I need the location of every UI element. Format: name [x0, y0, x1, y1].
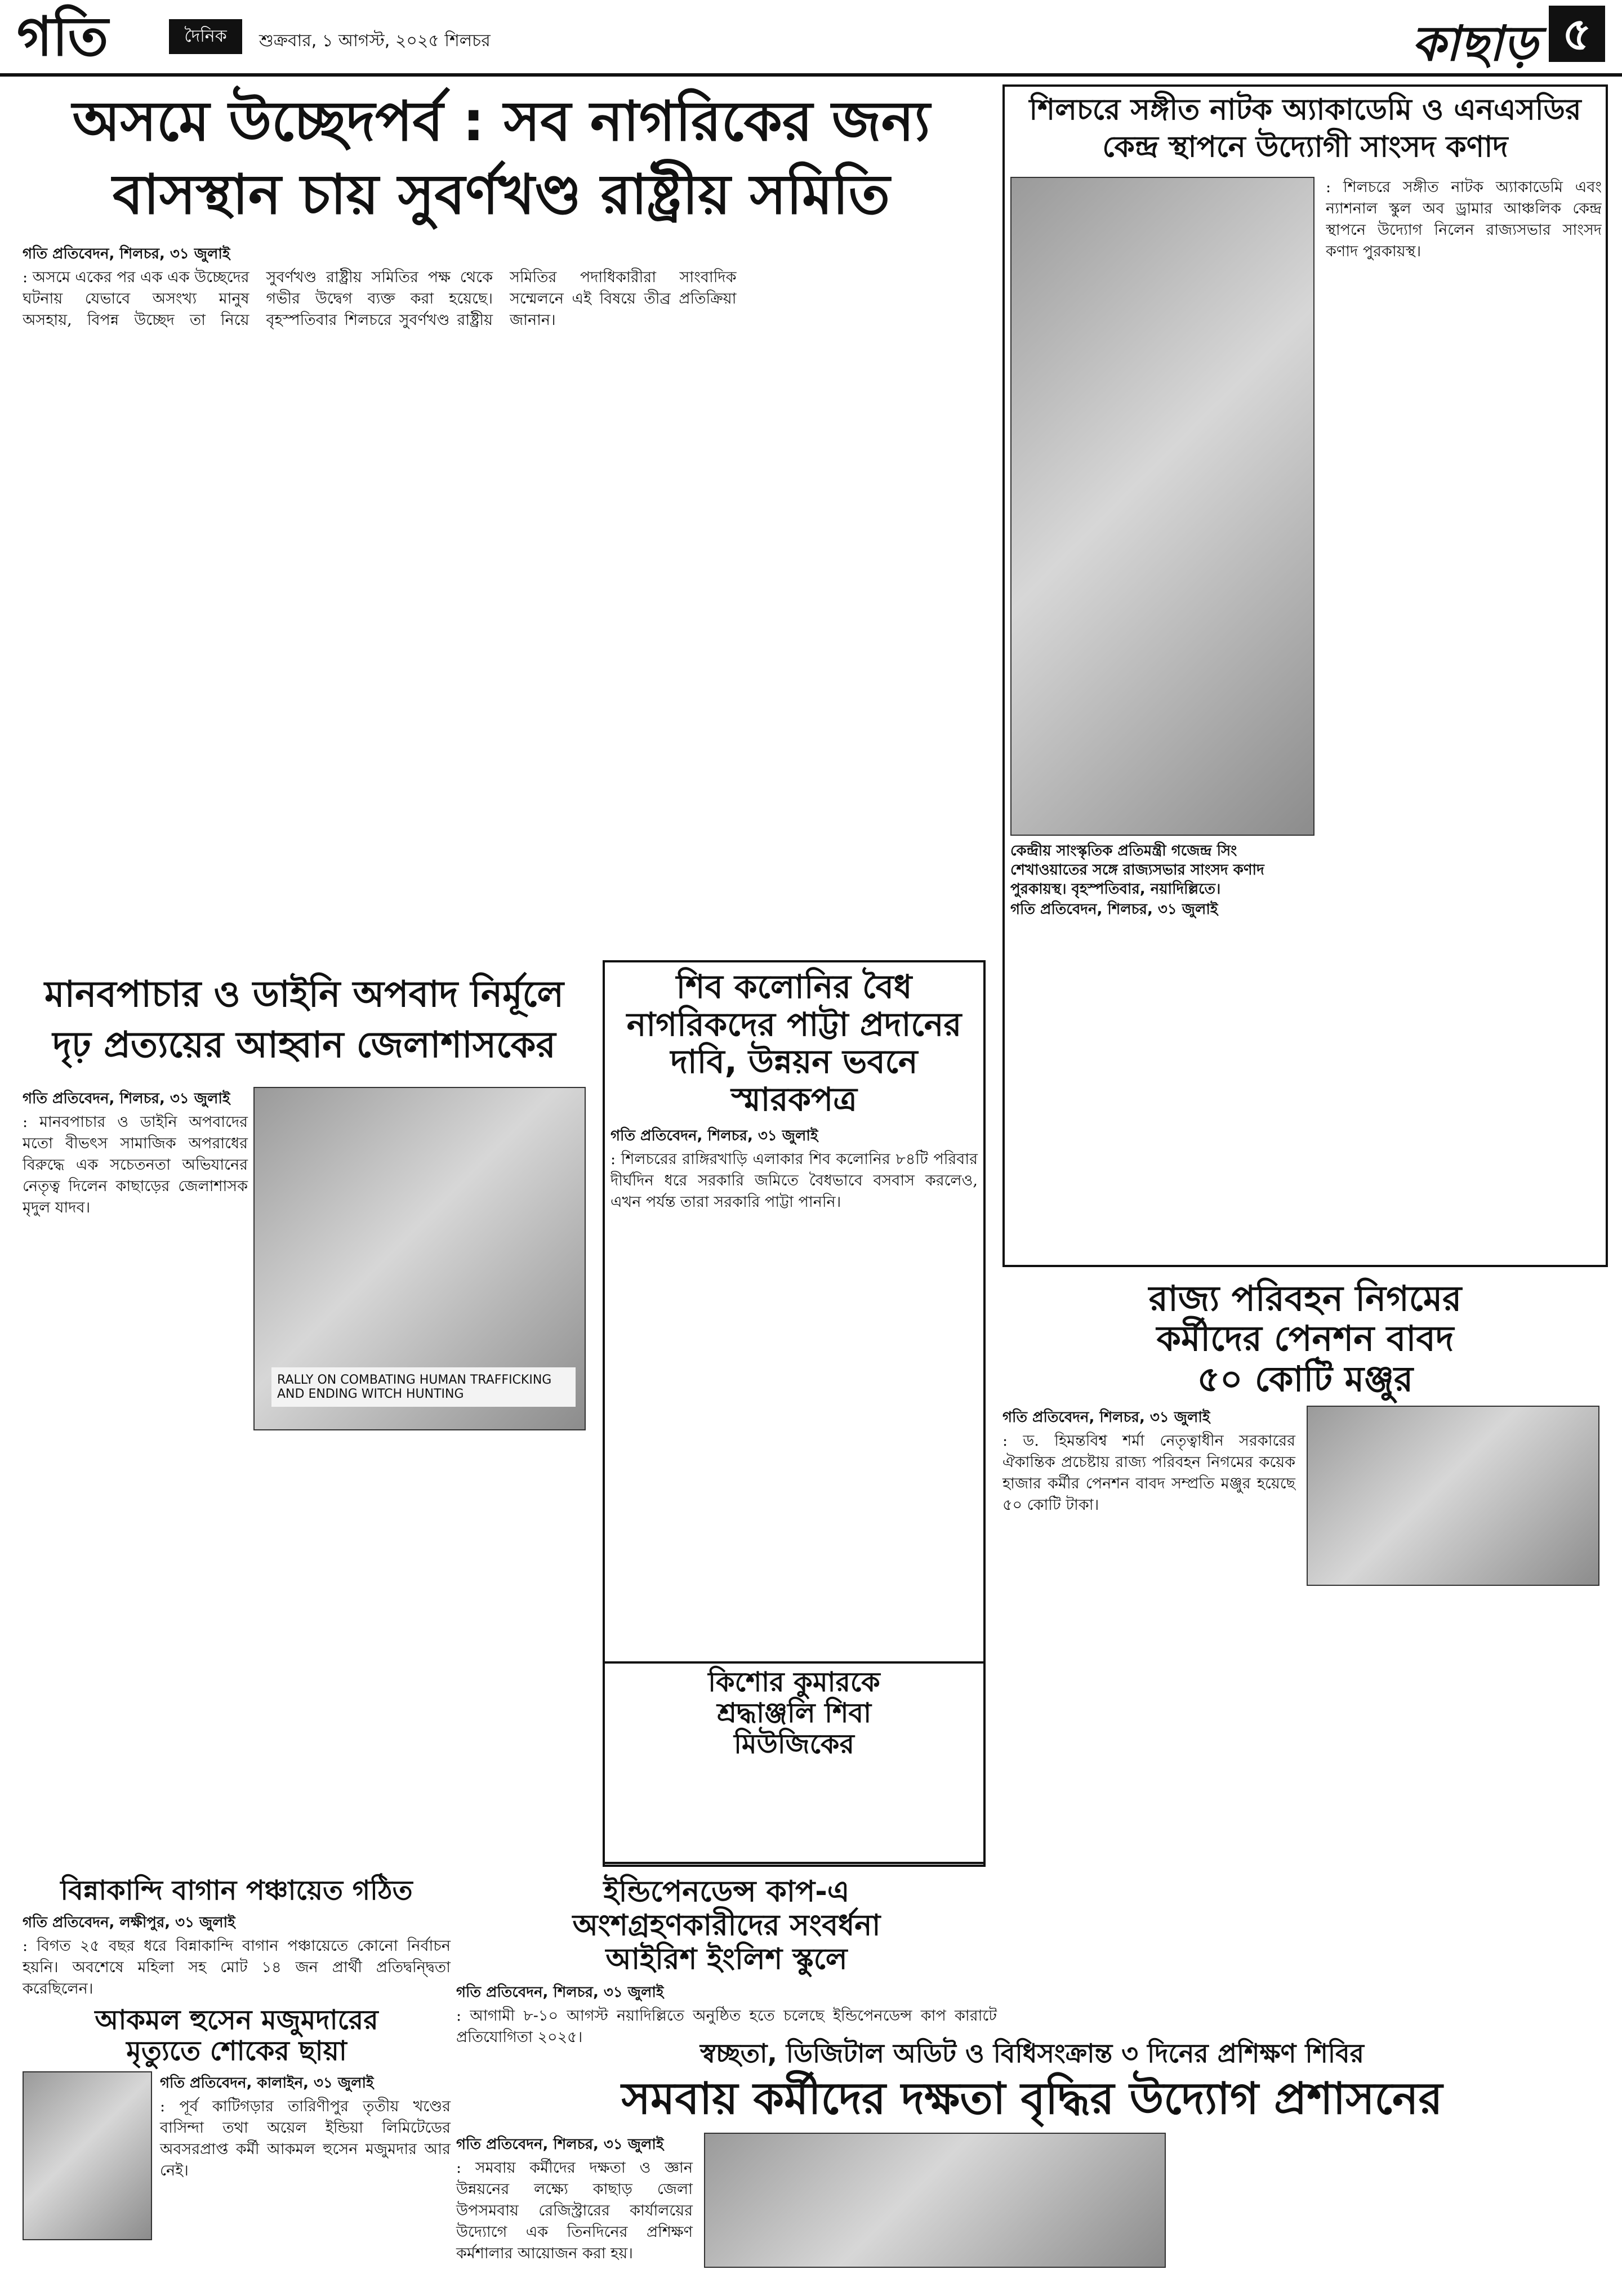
byline: গতি প্রতিবেদন, শিলচর, ৩১ জুলাই [456, 1984, 664, 2001]
headline-transport-2: কর্মীদের পেনশন বাবদ [1156, 1318, 1454, 1359]
headline-cooperative: সমবায় কর্মীদের দক্ষতা বৃদ্ধির উদ্যোগ প্রশাসনের [621, 2073, 1443, 2124]
issue-date: শুক্রবার, ১ আগস্ট, ২০২৫ শিলচর [259, 31, 491, 51]
headline-academy-2: কেন্দ্র স্থাপনে উদ্যোগী সাংসদ কণাদ [1102, 130, 1508, 164]
masthead [0, 0, 1622, 77]
article-body: : আগামী ৮-১০ আগস্ট নয়াদিল্লিতে অনুষ্ঠিত হতে চলেছে ইন্ডিপেনডেন্স কাপ কারাটে প্রতিযোগিতা ২০২৫। [456, 2007, 997, 2047]
headline-kishore-3: মিউজিকের [734, 1728, 854, 1760]
article-kishore [603, 1661, 986, 1864]
byline: গতি প্রতিবেদন, শিলচর, ৩১ জুলাই [1010, 901, 1218, 918]
headline-kishore-2: শ্রদ্ধাঞ্জলি শিবা [716, 1697, 871, 1729]
article-academy [1002, 84, 1608, 1267]
byline: গতি প্রতিবেদন, শিলচর, ৩১ জুলাই [456, 2135, 664, 2153]
headline-binnakandi: বিন্নাকান্দি বাগান পঞ্চায়েত গঠিত [60, 1875, 413, 1906]
photo-rally [253, 1087, 586, 1430]
article-karate [456, 1875, 997, 2048]
kicker-cooperative: স্বচ্ছতা, ডিজিটাল অডিট ও বিধিসংক্রান্ত ৩ দিনের প্রশিক্ষণ শিবির [700, 2038, 1364, 2068]
dainik-badge: দৈনিক [169, 19, 242, 54]
article-body: : মানবপাচার ও ডাইনি অপবাদের মতো বীভৎস সামাজিক অপরাধের বিরুদ্ধে এক সচেতনতা অভিযানের নেতৃত্ব দিলেন কাছাড়ের জেলাশাসক মৃদুল যাদব। [23, 1113, 248, 1216]
article-cooperative [456, 2039, 1608, 2268]
headline-karate-3: আইরিশ ইংলিশ স্কুলে [605, 1942, 848, 1976]
headline-shiv-1: শিব কলোনির বৈধ [676, 968, 912, 1006]
byline: গতি প্রতিবেদন, শিলচর, ৩১ জুলাই [23, 246, 230, 262]
article-transport [1002, 1278, 1608, 1586]
article-body: : বিগত ২৫ বছর ধরে বিন্নাকান্দি বাগান পঞ্চায়েতে কোনো নির্বাচন হয়নি। অবশেষে মহিলা সহ মোট ১৪ জন প্রার্থী প্রতিদ্বন্দ্বিতা করেছিলেন। [23, 1937, 451, 1998]
headline-eviction-1: অসমে উচ্ছেদপর্ব : সব নাগরিকের জন্য [72, 90, 930, 154]
headline-akmal-1: আকমল হুসেন মজুমদারের [95, 2004, 378, 2036]
article-eviction [23, 242, 980, 957]
byline: গতি প্রতিবেদন, লক্ষীপুর, ৩১ জুলাই [23, 1914, 235, 1932]
byline: গতি প্রতিবেদন, শিলচর, ৩১ জুলাই [23, 1090, 230, 1107]
article-body: : অসমে একের পর এক এক উচ্ছেদের ঘটনায় যেভাবে অসংখ্য মানুষ অসহায়, বিপন্ন উচ্ছেদ তা নিয়ে সুবর্ণখণ্ড রাষ্ট্রীয় সমিতির পক্ষ থেকে গভীর উদ্বেগ ব্যক্ত করা হয়েছে। বৃহস্পতিবার শিলচরে সুবর্ণখণ্ড রাষ্ট্রীয় সমিতির পদাধিকারীরা সাংবাদিক সম্মেলনে এই বিষয়ে তীব্র প্রতিক্রিয়া জানান। [23, 269, 737, 329]
article-body: : সমবায় কর্মীদের দক্ষতা ও জ্ঞান উন্নয়নের লক্ষ্যে কাছাড় জেলা উপসমবায় রেজিস্ট্রারের কার্যালয়ের উদ্যোগে এক তিনদিনের প্রশিক্ষণ কর্মশালার আয়োজন করা হয়। [456, 2159, 693, 2262]
page-number: ৫ [1549, 6, 1605, 62]
article-akmal [23, 2005, 451, 2240]
headline-shiv-3: দাবি, উন্নয়ন ভবনে স্মারকপত্র [670, 1042, 918, 1119]
rally-banner: RALLY ON COMBATING HUMAN TRAFFICKING AND ENDING WITCH HUNTING [271, 1367, 576, 1407]
photo-akmal [23, 2071, 152, 2240]
headline-trafficking-2: দৃঢ় প্রত্যয়ের আহ্বান জেলাশাসকের [52, 1024, 556, 1066]
section-title: কাছাড় [1411, 15, 1538, 72]
headline-trafficking-1: মানবপাচার ও ডাইনি অপবাদ নির্মূলে [44, 974, 564, 1015]
newspaper-logo: গতি [17, 5, 109, 68]
photo-cooperative-training [704, 2133, 1166, 2268]
headline-academy-1: শিলচরে সঙ্গীত নাটক অ্যাকাডেমি ও এনএসডির [1029, 93, 1581, 127]
headline-eviction-2: বাসস্থান চায় সুবর্ণখণ্ড রাষ্ট্রীয় সমিতি [112, 163, 890, 227]
article-academy-left [1010, 898, 1314, 922]
headline-transport-1: রাজ্য পরিবহন নিগমের [1148, 1278, 1462, 1319]
headline-shiv-2: নাগরিকদের পাট্টা প্রদানের [626, 1005, 962, 1044]
photo-mp-minister [1010, 177, 1314, 836]
article-binnakandi [23, 1875, 451, 2000]
photo-caption: কেন্দ্রীয় সাংস্কৃতিক প্রতিমন্ত্রী গজেন্দ্র সিং শেখাওয়াতের সঙ্গে রাজ্যসভার সাংসদ কণাদ পুরকায়স্থ। বৃহস্পতিবার, নয়াদিল্লিতে। [1010, 842, 1264, 898]
byline: গতি প্রতিবেদন, কালাইন, ৩১ জুলাই [160, 2075, 374, 2092]
byline: গতি প্রতিবেদন, শিলচর, ৩১ জুলাই [611, 1127, 818, 1144]
headline-transport-3: ৫০ কোটি মঞ্জুর [1197, 1358, 1414, 1399]
headline-karate-2: অংশগ্রহণকারীদের সংবর্ধনা [572, 1908, 881, 1942]
headline-kishore-1: কিশোর কুমারকে [708, 1666, 880, 1698]
article-body: : ড. হিমন্তবিশ্ব শর্মা নেতৃত্বাধীন সরকারের ঐকান্তিক প্রচেষ্টায় রাজ্য পরিবহন নিগমের কয়েক হাজার কর্মীর পেনশন বাবদ সম্প্রতি মঞ্জুর হয়েছে ৫০ কোটি টাকা। [1002, 1432, 1295, 1514]
article-trafficking [23, 1087, 248, 1219]
photo-transport [1307, 1406, 1599, 1586]
article-body: : শিলচরের রাঙ্গিরখাড়ি এলাকার শিব কলোনির ৮৪টি পরিবার দীর্ঘদিন ধরে সরকারি জমিতে বৈধভাবে বসবাস করলেও, এখন পর্যন্ত তারা সরকারি পাট্টা পাননি। [611, 1150, 978, 1211]
byline: গতি প্রতিবেদন, শিলচর, ৩১ জুলাই [1002, 1408, 1210, 1426]
article-academy-right: : শিলচরে সঙ্গীত নাটক অ্যাকাডেমি এবং ন্যাশনাল স্কুল অব ড্রামার আঞ্চলিক কেন্দ্র স্থাপনে উদ্যোগ নিলেন রাজ্যসভার সাংসদ কণাদ পুরকায়স্থ। [1326, 179, 1602, 260]
headline-karate-1: ইন্ডিপেনডেন্স কাপ-এ [603, 1875, 850, 1909]
article-body: : পূর্ব কাটিগড়ার তারিণীপুর তৃতীয় খণ্ডের বাসিন্দা তথা অয়েল ইন্ডিয়া লিমিটেডের অবসরপ্রাপ্ত কর্মী আকমল হুসেন মজুমদার আর নেই। [160, 2098, 451, 2180]
headline-akmal-2: মৃত্যুতে শোকের ছায়া [126, 2035, 347, 2067]
